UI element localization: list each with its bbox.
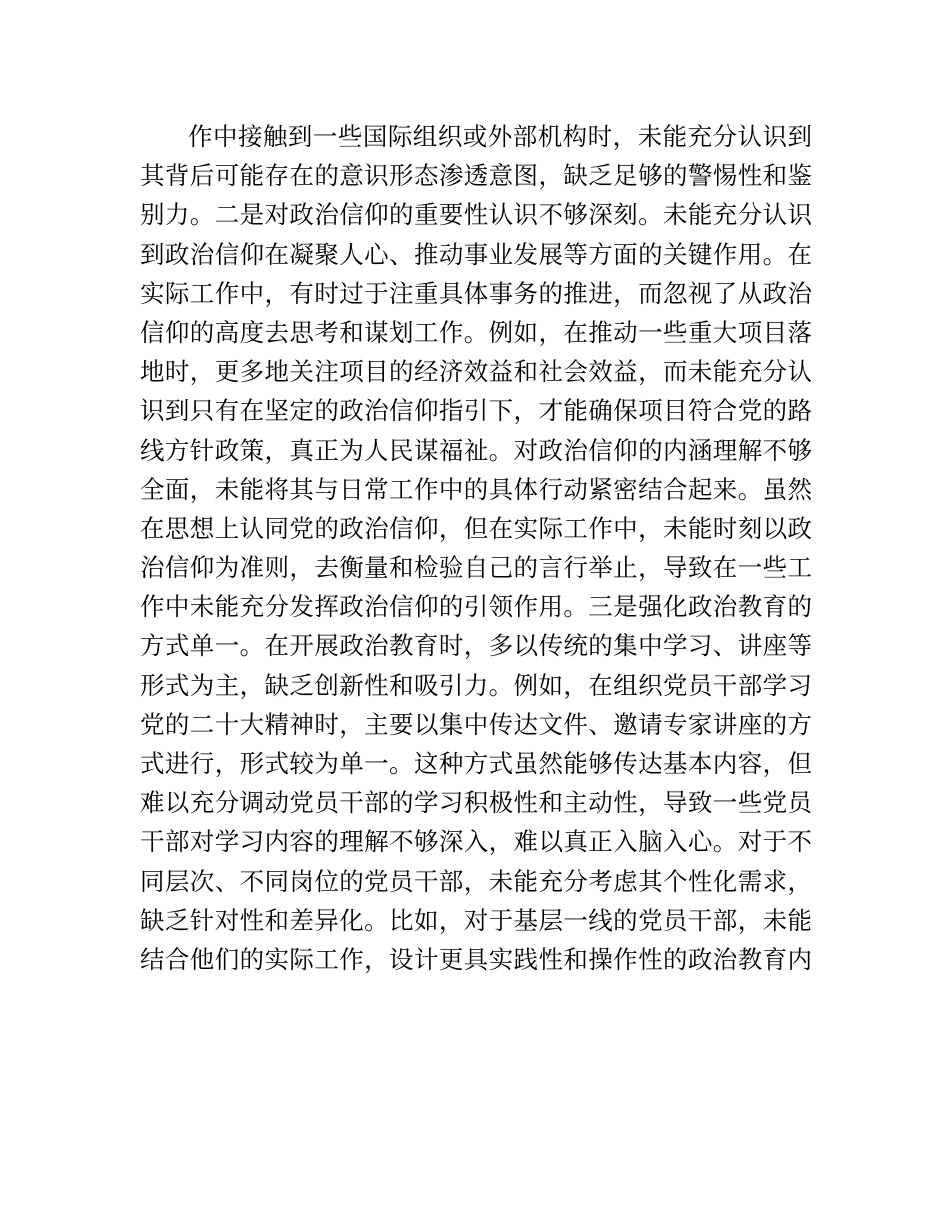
text-line: 形式为主，缺乏创新性和吸引力。例如，在组织党员干部学习 — [140, 670, 812, 700]
text-line: 难以充分调动党员干部的学习积极性和主动性，导致一些党员 — [140, 788, 812, 818]
text-line: 识到只有在坚定的政治信仰指引下，才能确保项目符合党的路 — [140, 396, 812, 426]
text-line: 别力。二是对政治信仰的重要性认识不够深刻。未能充分认识 — [140, 200, 812, 230]
text-line: 结合他们的实际工作，设计更具实践性和操作性的政治教育内 — [140, 944, 812, 974]
text-line: 方式单一。在开展政治教育时，多以传统的集中学习、讲座等 — [140, 631, 812, 661]
body-paragraph — [140, 117, 812, 979]
text-line: 作中接触到一些国际组织或外部机构时，未能充分认识到 — [188, 122, 812, 151]
text-line: 干部对学习内容的理解不够深入，难以真正入脑入心。对于不 — [140, 827, 812, 857]
text-line: 在思想上认同党的政治信仰，但在实际工作中，未能时刻以政 — [140, 513, 812, 543]
text-line: 党的二十大精神时，主要以集中传达文件、邀请专家讲座的方 — [140, 709, 812, 739]
text-line: 实际工作中，有时过于注重具体事务的推进，而忽视了从政治 — [140, 278, 812, 308]
text-line: 线方针政策，真正为人民谋福祉。对政治信仰的内涵理解不够 — [140, 435, 812, 465]
text-line: 同层次、不同岗位的党员干部，未能充分考虑其个性化需求， — [140, 866, 812, 896]
text-line: 地时，更多地关注项目的经济效益和社会效益，而未能充分认 — [140, 357, 812, 387]
text-line: 信仰的高度去思考和谋划工作。例如，在推动一些重大项目落 — [140, 317, 812, 347]
text-line: 全面，未能将其与日常工作中的具体行动紧密结合起来。虽然 — [140, 474, 812, 504]
text-line: 其背后可能存在的意识形态渗透意图，缺乏足够的警惕性和鉴 — [140, 161, 812, 191]
text-line: 式进行，形式较为单一。这种方式虽然能够传达基本内容，但 — [140, 749, 812, 778]
text-line: 作中未能充分发挥政治信仰的引领作用。三是强化政治教育的 — [140, 592, 812, 622]
text-line: 到政治信仰在凝聚人心、推动事业发展等方面的关键作用。在 — [140, 239, 812, 269]
text-line: 缺乏针对性和差异化。比如，对于基层一线的党员干部，未能 — [140, 905, 812, 935]
text-line: 治信仰为准则，去衡量和检验自己的言行举止，导致在一些工 — [140, 553, 812, 583]
